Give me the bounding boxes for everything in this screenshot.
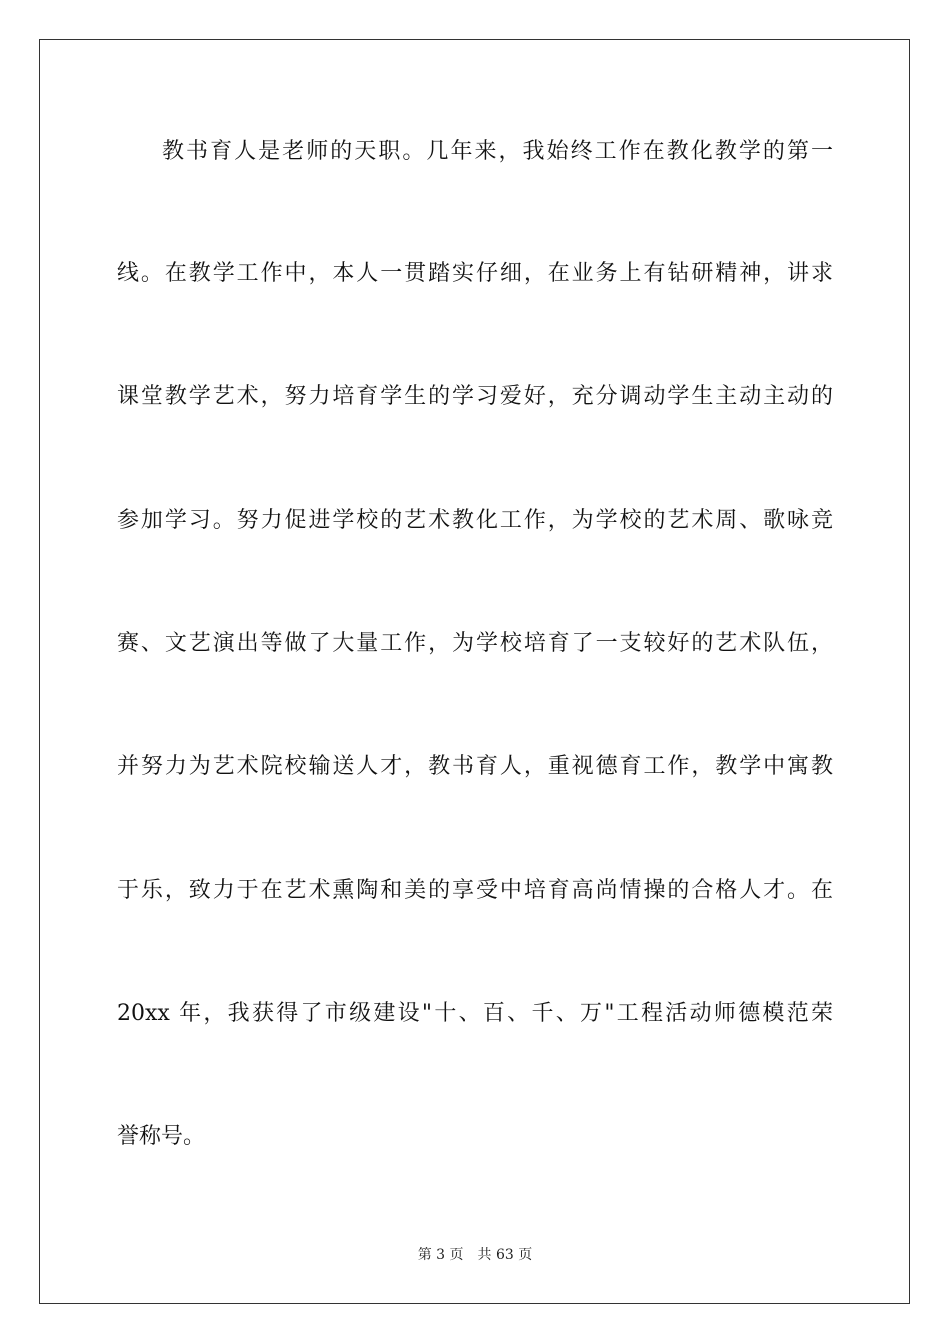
paragraph-line-9: 誉称号。 <box>117 1124 206 1149</box>
total-pages: 共 63 页 <box>477 1247 533 1263</box>
paragraph-line-1: 教书育人是老师的天职。几年来，我始终工作在教化教学的第一 <box>162 139 833 164</box>
page-border <box>39 39 910 1304</box>
paragraph-line-4: 参加学习。努力促进学校的艺术教化工作，为学校的艺术周、歌咏竞 <box>117 508 833 533</box>
paragraph-line-8: 20xx 年，我获得了市级建设"十、百、千、万"工程活动师德模范荣 <box>117 1001 833 1026</box>
page-number: 第 3 页 <box>417 1247 464 1263</box>
page-footer <box>0 1246 950 1264</box>
paragraph-line-3: 课堂教学艺术，努力培育学生的学习爱好，充分调动学生主动主动的 <box>117 384 833 409</box>
paragraph-line-5: 赛、文艺演出等做了大量工作，为学校培育了一支较好的艺术队伍， <box>117 631 833 656</box>
paragraph-line-2: 线。在教学工作中，本人一贯踏实仔细，在业务上有钻研精神，讲求 <box>117 261 833 286</box>
paragraph-line-7: 于乐，致力于在艺术熏陶和美的享受中培育高尚情操的合格人才。在 <box>117 878 833 903</box>
paragraph-line-6: 并努力为艺术院校输送人才，教书育人，重视德育工作，教学中寓教 <box>117 754 833 779</box>
